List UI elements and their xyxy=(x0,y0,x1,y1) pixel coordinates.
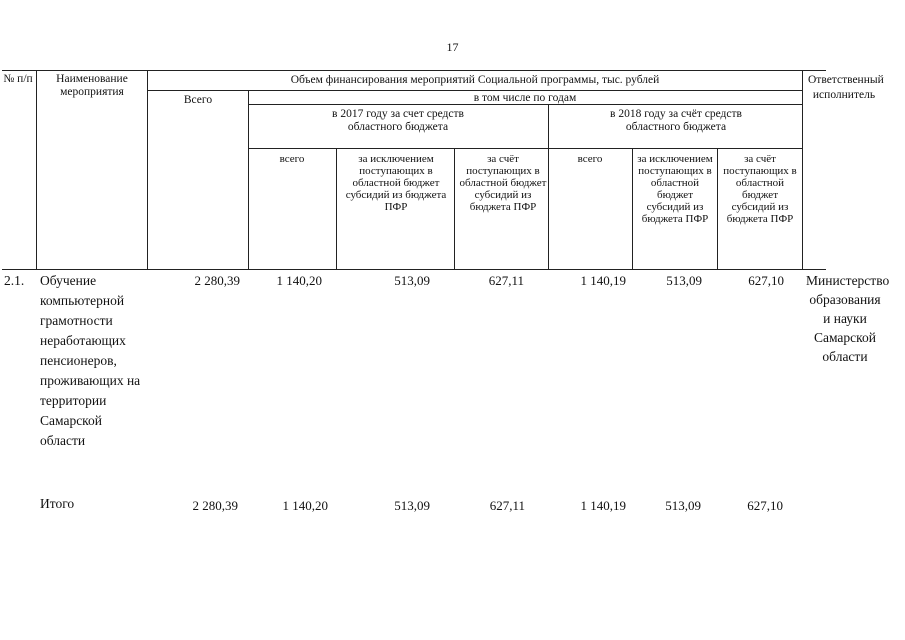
header-2018-all: всего xyxy=(577,153,603,165)
totals-2018-excl: 513,09 xyxy=(665,498,701,513)
header-name: Наименование мероприятия xyxy=(56,73,128,98)
header-year-2017: в 2017 году за счет средств областного бюджета xyxy=(332,108,464,133)
totals-label: Итого xyxy=(40,496,75,511)
totals-total: 2 280,39 xyxy=(192,498,238,513)
header-2018-pfr: за счёт поступающих в областной бюджет субсидий из бюджета ПФР xyxy=(723,153,797,225)
totals-2017-all: 1 140,20 xyxy=(282,498,328,513)
row-2017-pfr: 627,11 xyxy=(488,273,524,288)
header-by-years: в том числе по годам xyxy=(473,92,577,104)
header-funding: Объем финансирования мероприятий Социальной программы, тыс. рублей xyxy=(290,74,660,86)
totals-2017-pfr: 627,11 xyxy=(489,498,525,513)
row-2018-all: 1 140,19 xyxy=(580,273,626,288)
row-2017-all: 1 140,20 xyxy=(276,273,322,288)
page-number: 17 xyxy=(446,40,459,54)
row-2018-pfr: 627,10 xyxy=(748,273,784,288)
header-responsible: Ответственный исполнитель xyxy=(808,74,884,101)
header-total: Всего xyxy=(183,94,213,106)
header-2018-excl: за исключением поступающих в областной бюджет субсидий из бюджета ПФР xyxy=(637,153,713,225)
header-year-2018: в 2018 году за счёт средств областного бюджета xyxy=(610,108,742,133)
totals-2017-excl: 513,09 xyxy=(394,498,430,513)
row-2017-excl: 513,09 xyxy=(394,273,430,288)
totals-2018-all: 1 140,19 xyxy=(580,498,626,513)
header-2017-excl: за исключением поступающих в областной бюджет субсидий из бюджета ПФР xyxy=(345,153,447,213)
row-number: 2.1. xyxy=(4,273,25,288)
row-responsible: Министерство образования и науки Самарской области xyxy=(806,273,890,364)
totals-2018-pfr: 627,10 xyxy=(747,498,783,513)
row-total: 2 280,39 xyxy=(194,273,240,288)
header-2017-pfr: за счёт поступающих в областной бюджет субсидий из бюджета ПФР xyxy=(459,153,547,213)
row-name: Обучение компьютерной грамотности неработающих пенсионеров, проживающих на территории Самарской области xyxy=(40,273,141,448)
header-num: № п/п xyxy=(3,73,33,85)
row-2018-excl: 513,09 xyxy=(666,273,702,288)
header-2017-all: всего xyxy=(279,153,305,165)
